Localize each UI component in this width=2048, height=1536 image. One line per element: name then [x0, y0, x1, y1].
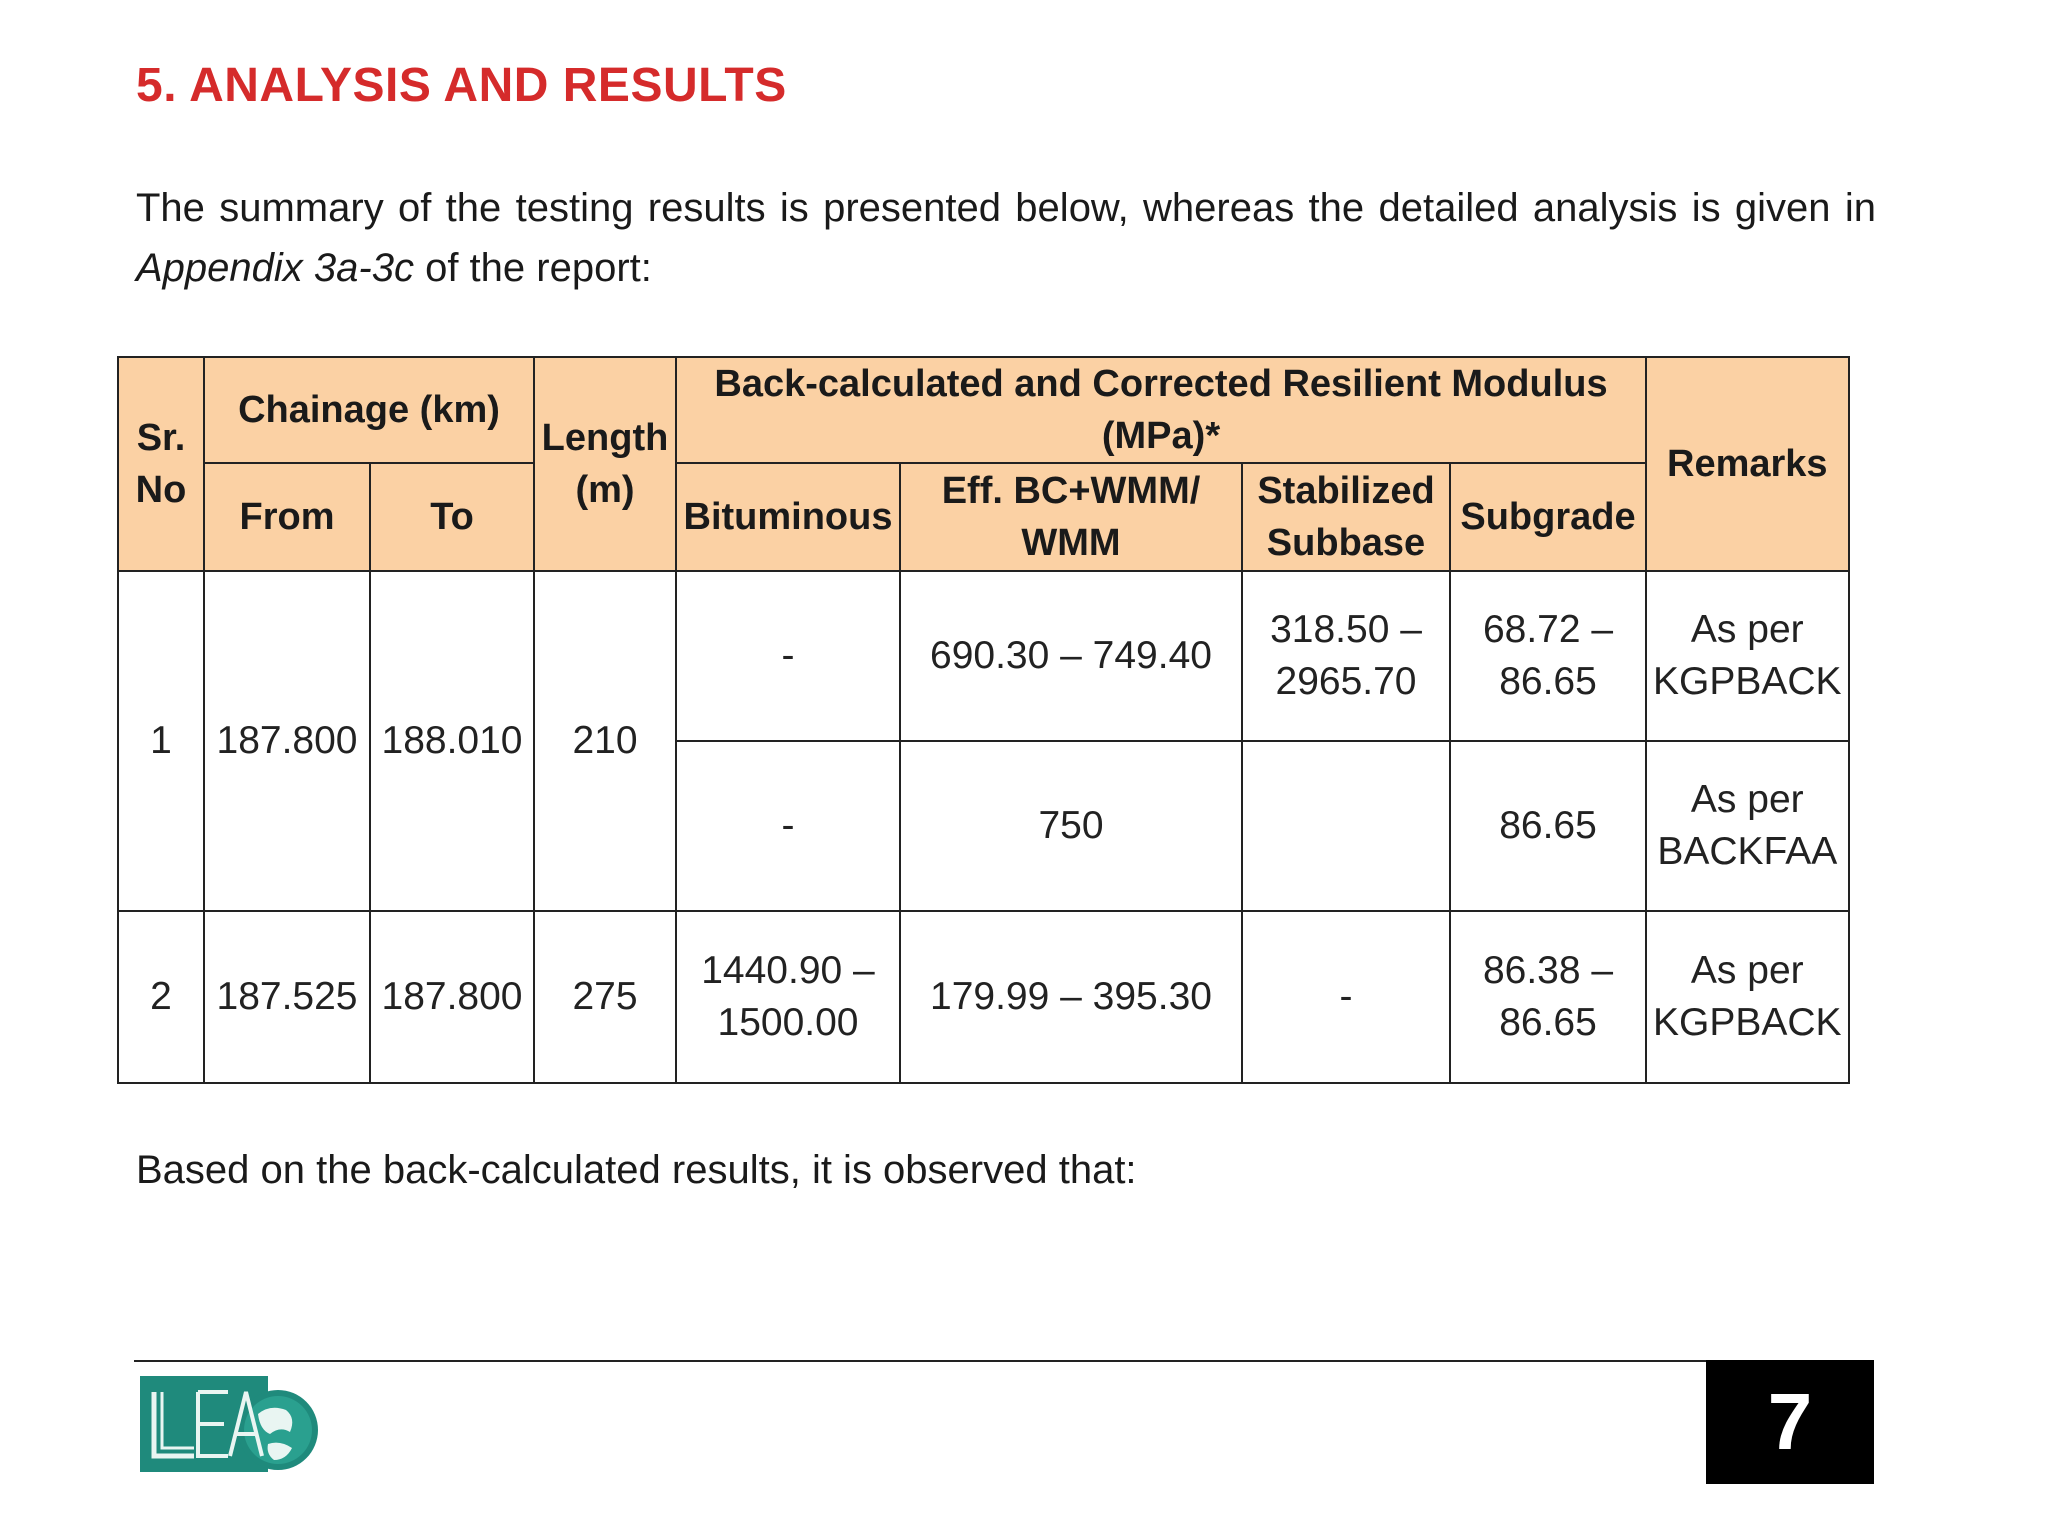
header-chainage: Chainage (km): [204, 357, 534, 463]
header-eff-bc-wmm: Eff. BC+WMM/ WMM: [900, 463, 1242, 571]
cell-eff-bc-wmm: 179.99 – 395.30: [900, 911, 1242, 1083]
cell-subgrade: 86.38 – 86.65: [1450, 911, 1646, 1083]
cell-remarks: As per KGPBACK: [1646, 911, 1849, 1083]
cell-length: 275: [534, 911, 676, 1083]
header-resilient-modulus: Back-calculated and Corrected Resilient Modulus (MPa)*: [676, 357, 1646, 463]
table-row: [118, 911, 1849, 1083]
cell-subgrade: 68.72 – 86.65: [1450, 571, 1646, 741]
cell-remarks: As per BACKFAA: [1646, 741, 1849, 911]
header-bituminous: Bituminous: [676, 463, 900, 571]
cell-from: 187.525: [204, 911, 370, 1083]
lea-logo: [140, 1374, 320, 1478]
header-remarks: Remarks: [1646, 357, 1849, 571]
cell-to: 187.800: [370, 911, 534, 1083]
cell-bituminous: -: [676, 741, 900, 911]
appendix-reference: Appendix 3a-3c: [136, 246, 414, 290]
footer-divider: [134, 1360, 1710, 1362]
intro-paragraph: [136, 178, 1876, 298]
cell-sr-no: 1: [118, 571, 204, 911]
cell-bituminous: -: [676, 571, 900, 741]
header-sr-no: Sr. No: [118, 357, 204, 571]
cell-stabilized-subbase: -: [1242, 911, 1450, 1083]
header-stabilized-subbase: Stabilized Subbase: [1242, 463, 1450, 571]
cell-remarks: As per KGPBACK: [1646, 571, 1849, 741]
header-to: To: [370, 463, 534, 571]
cell-subgrade: 86.65: [1450, 741, 1646, 911]
cell-length: 210: [534, 571, 676, 911]
results-table: [117, 356, 1850, 1084]
cell-stabilized-subbase: 318.50 – 2965.70: [1242, 571, 1450, 741]
header-length: Length (m): [534, 357, 676, 571]
cell-to: 188.010: [370, 571, 534, 911]
observation-text: Based on the back-calculated results, it is observed that:: [136, 1148, 1137, 1192]
table-row: [118, 571, 1849, 741]
intro-text-before: The summary of the testing results is presented below, whereas the detailed analysis is given in: [136, 186, 1876, 230]
header-subgrade: Subgrade: [1450, 463, 1646, 571]
section-heading: 5. ANALYSIS AND RESULTS: [136, 59, 787, 112]
intro-text-after: of the report:: [413, 246, 652, 290]
page-number: 7: [1706, 1360, 1874, 1484]
cell-sr-no: 2: [118, 911, 204, 1083]
header-from: From: [204, 463, 370, 571]
cell-eff-bc-wmm: 690.30 – 749.40: [900, 571, 1242, 741]
cell-bituminous: 1440.90 – 1500.00: [676, 911, 900, 1083]
cell-eff-bc-wmm: 750: [900, 741, 1242, 911]
cell-stabilized-subbase: [1242, 741, 1450, 911]
cell-from: 187.800: [204, 571, 370, 911]
